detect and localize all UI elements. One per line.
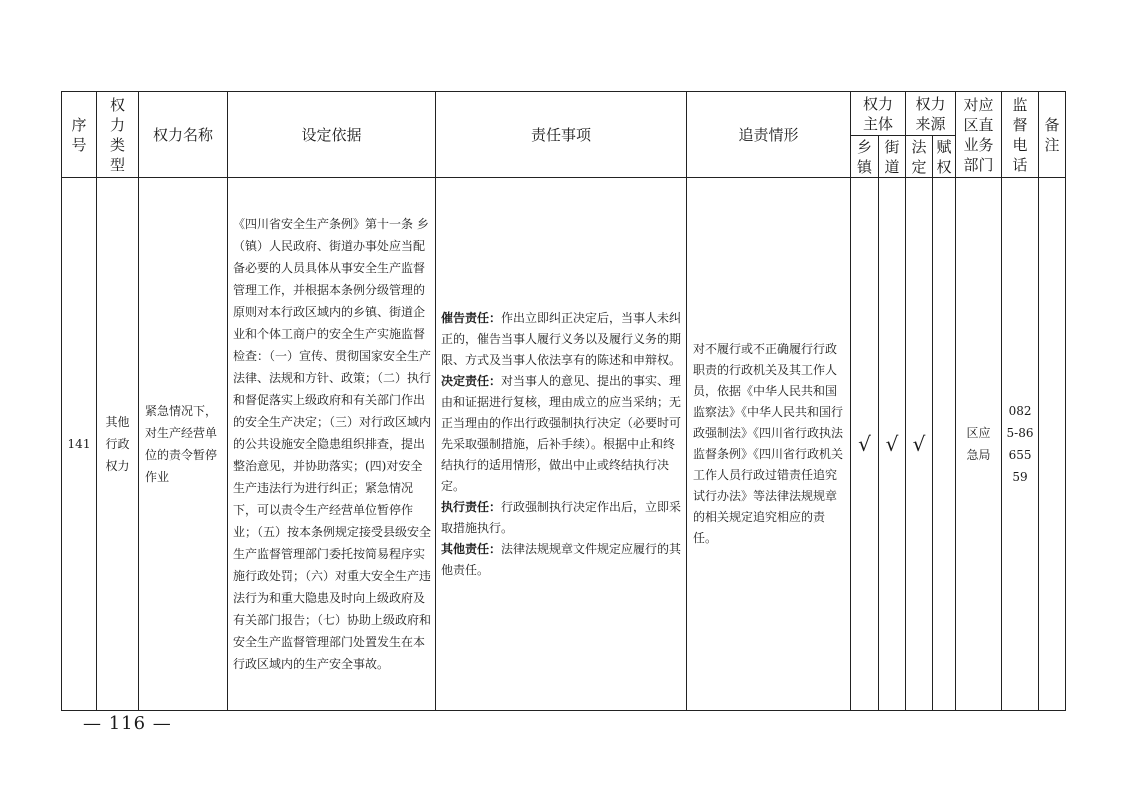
power-list-table <box>61 91 1066 711</box>
duty-label: 其他责任： <box>441 541 502 556</box>
street-check-mark: √ <box>879 178 906 711</box>
duty-item <box>441 539 682 581</box>
row-type: 其他 行政 权力 <box>97 178 139 711</box>
row-seq: 141 <box>62 178 97 711</box>
header-seq: 序 号 <box>62 92 97 178</box>
duty-label: 执行责任： <box>441 499 502 514</box>
header-source-granted: 赋 权 <box>933 136 956 178</box>
header-type: 权 力 类 型 <box>97 92 139 178</box>
duty-item <box>441 308 682 371</box>
row-phone: 0825-8665559 <box>1002 178 1039 711</box>
header-basis: 设定依据 <box>228 92 436 178</box>
row-accountability: 对不履行或不正确履行行政职责的行政机关及其工作人员，依据《中华人民共和国监察法》《中华人民共和国行政强制法》《四川省行政执法监督条例》《四川省行政机关工作人员行政过错责任追究试行办法》等法律法规规章的相关规定追究相应的责任。 <box>687 178 851 711</box>
duty-text: 法律法规规章文件规定应履行的其他责任。 <box>441 541 682 577</box>
header-source-legal: 法 定 <box>906 136 933 178</box>
duty-item <box>441 371 682 497</box>
header-accountability: 追责情形 <box>687 92 851 178</box>
row-remark <box>1039 178 1066 711</box>
header-subject: 权力 主体 <box>851 92 906 136</box>
header-subject-town: 乡 镇 <box>851 136 879 178</box>
granted-check-mark <box>933 178 956 711</box>
header-source: 权力 来源 <box>906 92 956 136</box>
duty-text: 行政强制执行决定作出后，立即采取措施执行。 <box>441 499 682 535</box>
page-number: — 116 — <box>83 713 172 734</box>
header-remark: 备 注 <box>1039 92 1066 178</box>
duty-item <box>441 497 682 539</box>
row-duty <box>436 178 687 711</box>
duty-text: 对当事人的意见、提出的事实、理由和证据进行复核，理由成立的应当采纳；无正当理由的作出行政强制执行决定（必要时可先采取强制措施，后补手续）。根据中止和终结执行的适用情形，做出中止或终结执行决定。 <box>441 373 682 493</box>
row-basis: 《四川省安全生产条例》第十一条 乡（镇）人民政府、街道办事处应当配备必要的人员具体从事安全生产监督管理工作，并根据本条例分级管理的原则对本行政区域内的乡镇、街道企业和个体工商户的安全生产实施监督检查：（一）宣传、贯彻国家安全生产法律、法规和方针、政策；（二）执行和督促落实上级政府和有关部门作出的安全生产决定；（三）对行政区域内的公共设施安全隐患组织排查，提出整治意见，并协助落实；(四)对安全生产违法行为进行纠正；紧急情况下，可以责令生产经营单位暂停作业；（五）按本条例规定接受县级安全生产监督管理部门委托按简易程序实施行政处罚；（六）对重大安全生产违法行为和重大隐患及时向上级政府及有关部门报告；（七）协助上级政府和安全生产监督管理部门处置发生在本行政区域内的生产安全事故。 <box>228 178 436 711</box>
duty-text: 作出立即纠正决定后，当事人未纠正的，催告当事人履行义务以及履行义务的期限、方式及当事人依法享有的陈述和申辩权。 <box>441 310 682 367</box>
town-check-mark: √ <box>851 178 879 711</box>
header-dept: 对应 区直 业务 部门 <box>956 92 1002 178</box>
legal-check-mark: √ <box>906 178 933 711</box>
table-row <box>62 178 1066 711</box>
row-dept: 区应急局 <box>956 178 1002 711</box>
header-subject-street: 街 道 <box>879 136 906 178</box>
header-name: 权力名称 <box>139 92 228 178</box>
header-duty: 责任事项 <box>436 92 687 178</box>
duty-label: 决定责任： <box>441 373 502 388</box>
duty-label: 催告责任： <box>441 310 502 325</box>
header-phone: 监 督 电 话 <box>1002 92 1039 178</box>
row-name: 紧急情况下，对生产经营单位的责令暂停作业 <box>139 178 228 711</box>
